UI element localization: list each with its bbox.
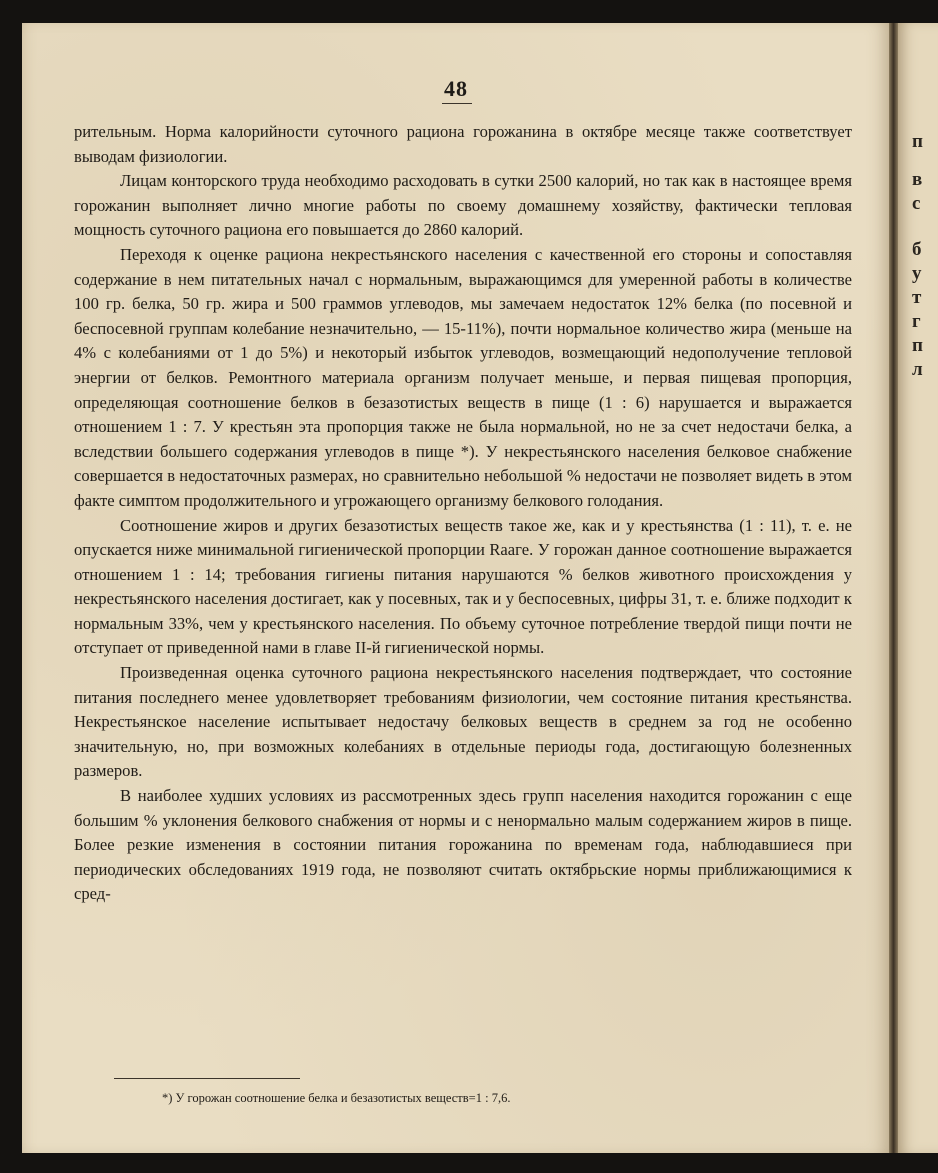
- page-number: 48: [444, 76, 468, 101]
- footnote-separator: [114, 1078, 300, 1079]
- book-gutter: [889, 23, 898, 1153]
- adjacent-page-edge: [898, 23, 938, 1153]
- adjacent-page-fragment: п: [912, 131, 923, 152]
- paragraph-6: В наиболее худших условиях из рассмотренных здесь групп населения находится горожанин с еще большим % уклонения белкового снабжения от нормы и с ненормально малым содержанием жиров в пище. Более резкие изменения в состоянии питания горожанина по временам года, наблюдавшиеся при периодических обследованиях 1919 года, не позволяют считать октябрьские нормы приближающимися к сред-: [74, 786, 852, 904]
- paragraph-1: рительным. Норма калорийности суточного рациона горожанина в октябре месяце также соответствует выводам физиологии.: [74, 122, 852, 166]
- paragraph-3: Переходя к оценке рациона некрестьянского населения с качественной его стороны и сопоставляя содержание в нем питательных начал с нормальным, выражающимся для умеренной работы в количестве 100 гр. белка, 50 гр. жира и 500 граммов углеводов, мы замечаем недостаток 12% белка (по посевной и беспосевной группам колебание незначительно, — 15-11%), почти нормальное количество жира (меньше на 4% с колебаниями от 1 до 5%) и некоторый избыток углеводов, возмещающий недополучение тепловой энергии от белков. Ремонтного материала организм получает меньше, и первая пищевая пропорция, определяющая соотношение белков в безазотистых веществ в пище (1 : 6) нарушается и выражается отношением 1 : 7. У крестьян эта пропорция также не была нормальной, но не за счет недостачи белка, а вследствии большего содержания углеводов в пище *). У некрестьянского населения белковое снабжение совершается в недостаточных размерах, но сравнительно небольшой % недостачи не позволяет видеть в этом факте симптом продолжительного и угрожающего организму белкового голодания.: [74, 244, 852, 510]
- adjacent-page-fragment: т: [912, 287, 922, 308]
- document-page: [22, 23, 890, 1153]
- paragraph-4: Соотношение жиров и других безазотистых веществ такое же, как и у крестьянства (1 : 11), т. е. не опускается ниже минимальной гигиенической пропорции Rааге. У горожан данное соотношение выражается отношением 1 : 14; требования гигиены питания нарушаются % белков животного происхождения у некрестьянского населения достигает, как у посевных, так и у беспосевных, цифры 31, т. е. ближе подходит к нормальным 33%, чем у крестьянского населения. По объему суточное потребление твердой пищи почти не отступает от приведенной нами в главе II-й гигиенической нормы.: [74, 515, 852, 658]
- page-number-underline: [442, 103, 472, 104]
- adjacent-page-fragment: г: [912, 311, 921, 332]
- adjacent-page-fragment: у: [912, 263, 922, 284]
- adjacent-page-fragment: в: [912, 169, 923, 190]
- adjacent-page-fragment: п: [912, 335, 923, 356]
- paragraph-2: Лицам конторского труда необходимо расходовать в сутки 2500 калорий, но так как в настоящее время горожанин выполняет лично многие работы по своему домашнему хозяйству, фактически тепловая мощность суточного рациона его повышается до 2860 калорий.: [74, 171, 852, 240]
- paragraph-5: Произведенная оценка суточного рациона некрестьянского населения подтверждает, что состояние питания последнего менее удовлетворяет требованиям физиологии, чем состояние питания крестьянства. Некрестьянское население испытывает недостачу белковых веществ в среднем за год не особенно значительную, но, при возможных колебаниях в отдельные периоды года, достигающую болезненных размеров.: [74, 663, 852, 781]
- adjacent-page-fragment: л: [912, 359, 923, 380]
- adjacent-page-fragment: б: [912, 239, 922, 260]
- page-body: [74, 120, 852, 907]
- adjacent-page-fragment: с: [912, 193, 921, 214]
- footnote: *) У горожан соотношение белка и безазотистых веществ=1 : 7,6.: [162, 1091, 511, 1105]
